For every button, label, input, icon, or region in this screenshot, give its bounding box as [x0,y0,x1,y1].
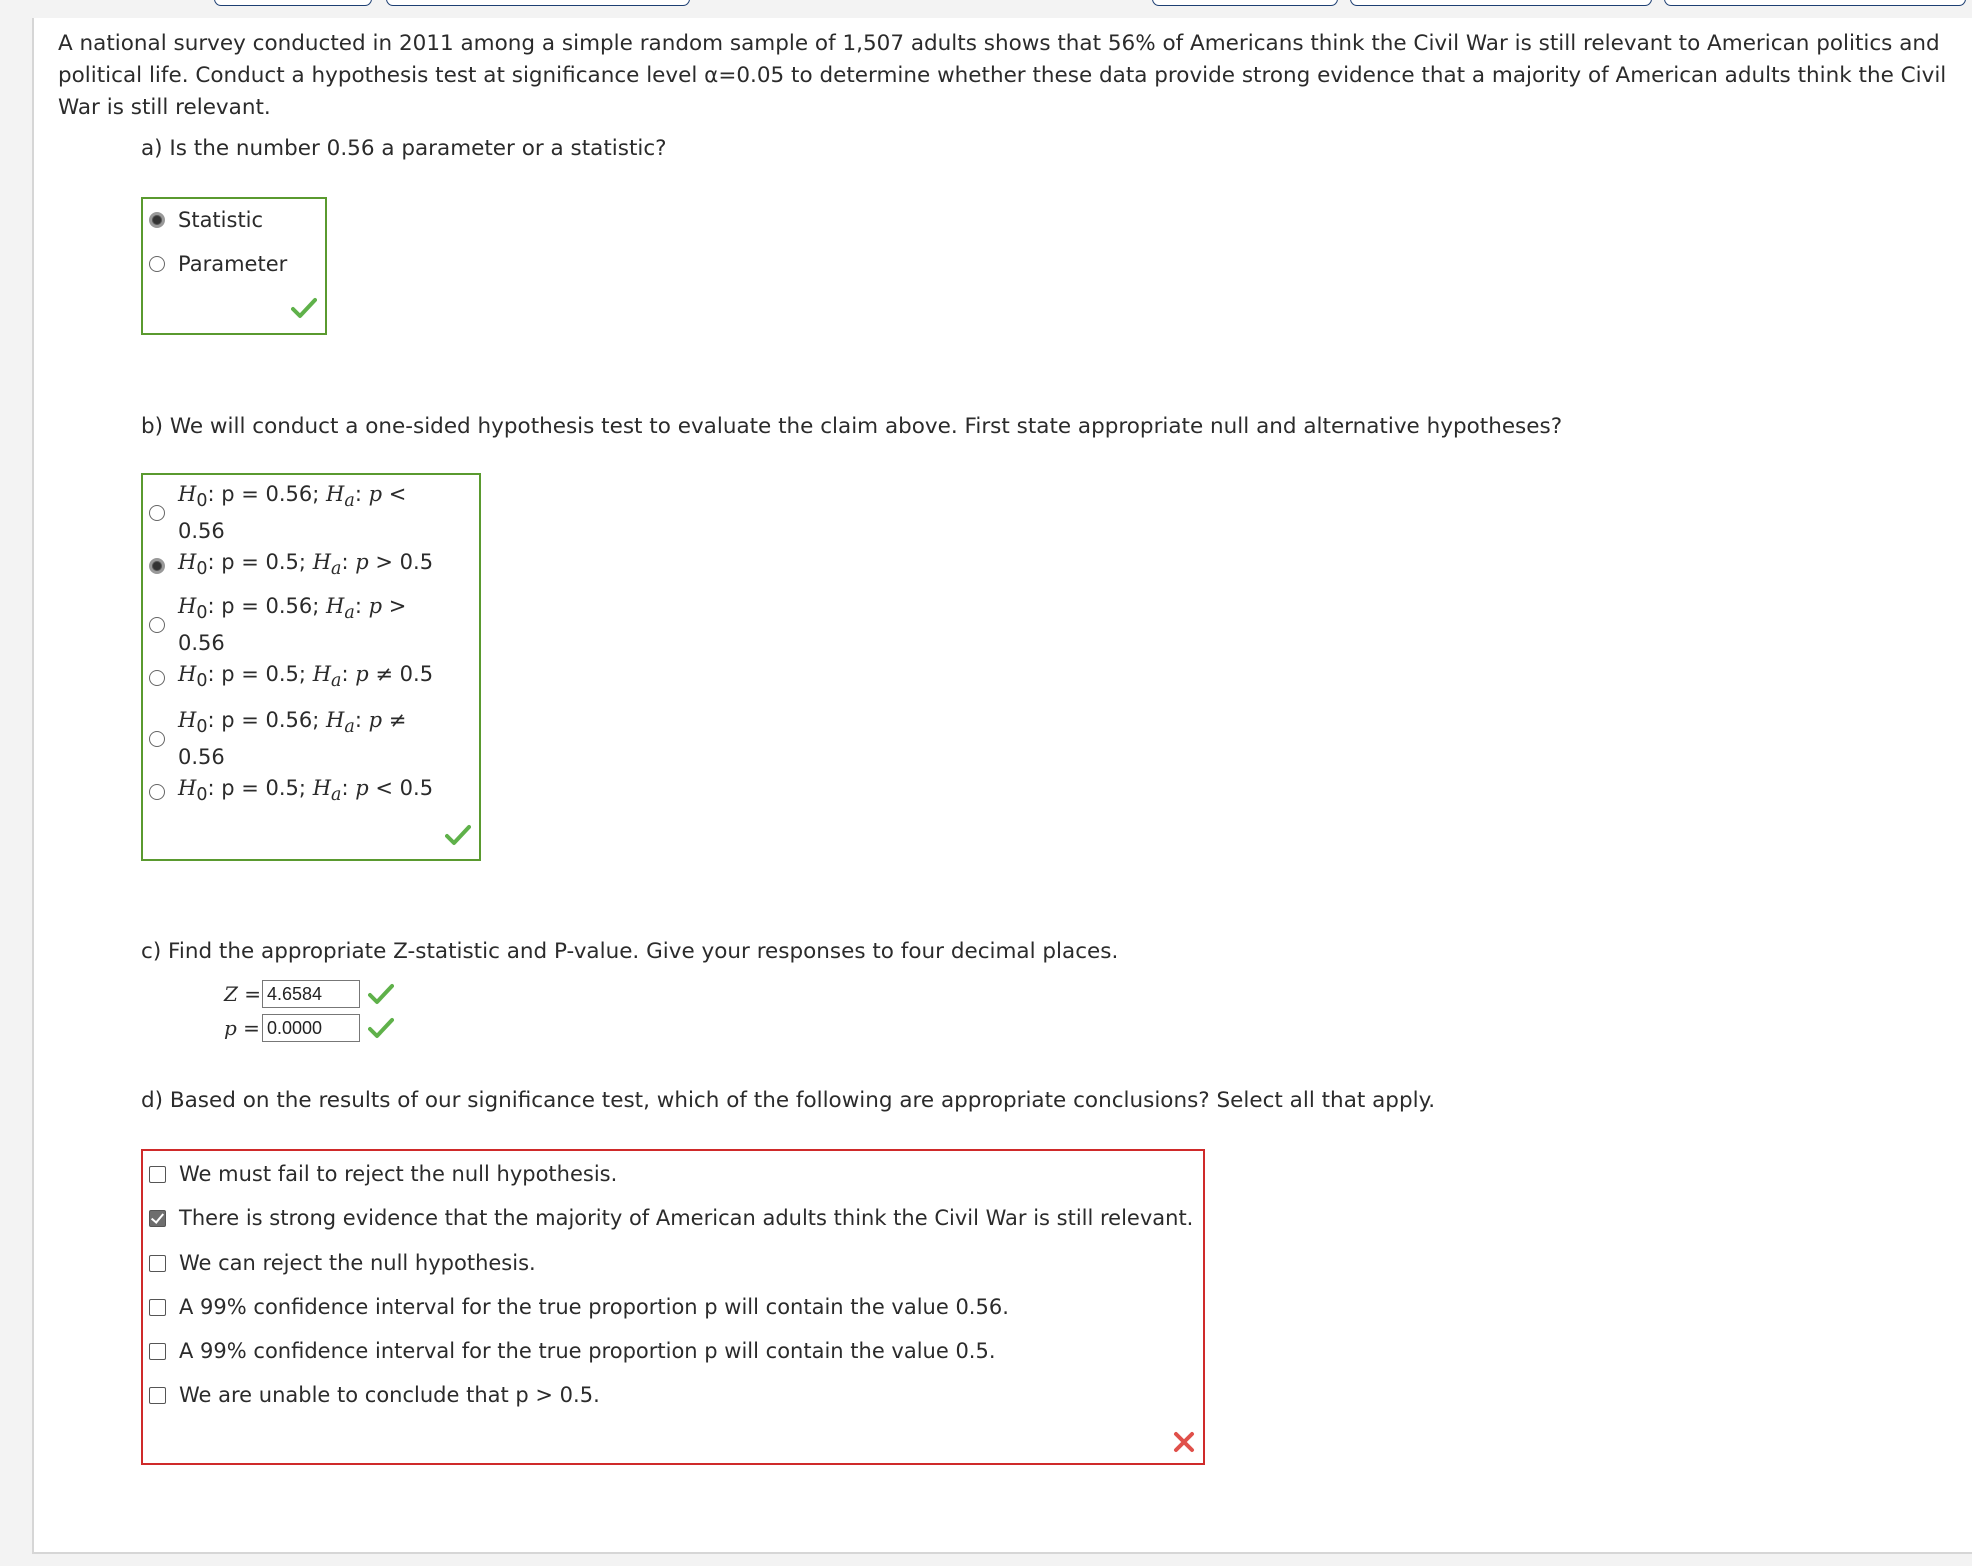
checkbox[interactable] [149,1299,166,1316]
radio-button[interactable] [149,212,165,228]
hypothesis-label: $H_0$: p = 0.5; $H_a$: p > 0.5 [178,550,434,580]
top-tab[interactable] [214,0,372,6]
check-icon [445,824,471,846]
checkbox[interactable] [149,1210,166,1227]
part-b-option-2[interactable] [149,547,433,584]
part-d-option-6[interactable] [149,1380,600,1410]
option-label: A 99% confidence interval for the true proportion p will contain the value 0.5. [179,1339,996,1363]
option-label: A 99% confidence interval for the true proportion p will contain the value 0.56. [179,1295,1009,1319]
part-b-answer-box [141,473,481,861]
z-label: Z = [224,982,262,1006]
option-label: Parameter [178,252,288,276]
top-tab-bar [0,0,1972,18]
option-label: We are unable to conclude that p > 0.5. [179,1383,600,1407]
option-label: We can reject the null hypothesis. [179,1251,536,1275]
option-label: There is strong evidence that the majority of American adults think the Civil War is still relevant. [179,1206,1194,1230]
hypothesis-label: $H_0$: p = 0.56; $H_a$: p < 0.56 [178,482,407,544]
p-value-row [224,1014,394,1042]
part-a-question: a) Is the number 0.56 a parameter or a statistic? [141,136,667,161]
hypothesis-label: $H_0$: p = 0.56; $H_a$: p ≠ 0.56 [178,708,407,770]
top-tab[interactable] [386,0,690,6]
check-icon [291,297,317,319]
hypothesis-label: $H_0$: p = 0.5; $H_a$: p < 0.5 [178,776,434,806]
part-d-option-2[interactable] [149,1203,1193,1233]
part-d-option-4[interactable] [149,1292,1009,1322]
part-b-option-4[interactable] [149,659,433,696]
p-label: p = [224,1016,260,1040]
check-icon [368,1017,394,1039]
radio-button[interactable] [149,256,165,272]
option-label: Statistic [178,208,264,232]
radio-button[interactable] [149,731,165,747]
top-tab[interactable] [1350,0,1652,6]
radio-button[interactable] [149,558,165,574]
part-d-answer-box [141,1149,1205,1465]
radio-button[interactable] [149,505,165,521]
top-tab[interactable] [1664,0,1966,6]
part-a-option-parameter[interactable] [149,249,287,279]
checkbox[interactable] [149,1343,166,1360]
check-icon [368,983,394,1005]
problem-statement: A national survey conducted in 2011 among a simple random sample of 1,507 adults shows that 56% of Americans think the Civil War is still relevant to American politics and political life. Conduct a hypothesis test at significance level α=0.05 to determine whether these data provide strong evidence that a majority of American adults think the Civil War is still relevant. [58,31,1947,120]
option-label: We must fail to reject the null hypothesis. [179,1162,618,1186]
checkbox[interactable] [149,1166,166,1183]
checkbox[interactable] [149,1255,166,1272]
part-b-option-6[interactable] [149,773,433,810]
part-a-answer-box [141,197,327,335]
hypothesis-label: $H_0$: p = 0.5; $H_a$: p ≠ 0.5 [178,662,434,692]
part-c-question: c) Find the appropriate Z-statistic and P-value. Give your responses to four decimal places. [141,939,1119,964]
part-b-option-5[interactable] [149,705,406,772]
part-d-option-1[interactable] [149,1159,617,1189]
p-value-input[interactable] [262,1014,360,1042]
part-d-option-3[interactable] [149,1248,536,1278]
part-b-question: b) We will conduct a one-sided hypothesis test to evaluate the claim above. First state appropriate null and alternative hypotheses? [141,414,1563,439]
radio-button[interactable] [149,617,165,633]
part-b-option-1[interactable] [149,479,406,546]
question-panel [32,18,1972,1554]
radio-button[interactable] [149,670,165,686]
cross-icon [1173,1431,1195,1453]
z-statistic-row [224,980,394,1008]
checkbox[interactable] [149,1387,166,1404]
radio-button[interactable] [149,784,165,800]
part-a-option-statistic[interactable] [149,205,263,235]
top-tab[interactable] [1152,0,1338,6]
z-statistic-input[interactable] [262,980,360,1008]
part-d-option-5[interactable] [149,1336,996,1366]
hypothesis-label: $H_0$: p = 0.56; $H_a$: p > 0.56 [178,594,407,656]
part-b-option-3[interactable] [149,591,406,658]
part-d-question: d) Based on the results of our significance test, which of the following are appropriate conclusions? Select all that apply. [141,1088,1436,1113]
